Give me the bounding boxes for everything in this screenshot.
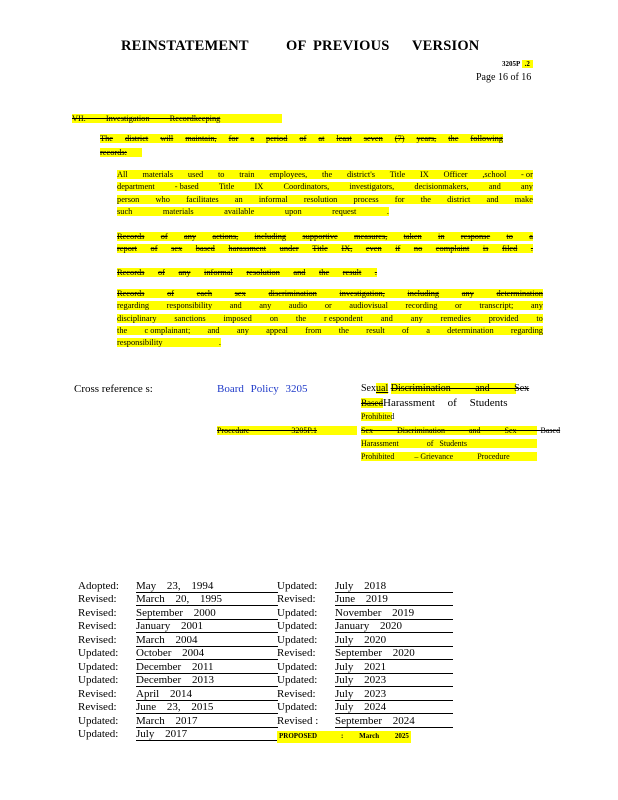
record-line	[117, 326, 543, 335]
title-word-1: REINSTATEMENT	[121, 38, 249, 54]
record-word: of	[150, 244, 158, 254]
policy-title-line-3: Prohibited	[361, 412, 395, 421]
record-word: the	[338, 325, 349, 335]
record-word: result	[366, 325, 385, 335]
record-word: All	[117, 170, 128, 179]
section-heading: VII. Investigation Recordkeeping	[72, 114, 282, 123]
record-word: to	[217, 170, 225, 179]
history-date: July 2017	[136, 728, 278, 741]
record-word: and	[488, 182, 501, 192]
intro-word: years,	[416, 134, 437, 143]
record-word: sanctions	[174, 313, 206, 323]
record-line	[117, 232, 533, 241]
intro-word: (7)	[394, 134, 405, 143]
record-word: resolution	[246, 268, 280, 277]
intro-word: for	[228, 134, 239, 143]
record-word: no	[413, 244, 423, 254]
record-word: regarding	[117, 301, 150, 311]
history-date: July 2023	[335, 674, 453, 687]
intro-word: seven	[363, 134, 383, 143]
policy-title-ual: ual	[376, 383, 389, 394]
history-row	[78, 580, 278, 593]
record-word: district's	[346, 170, 375, 179]
record-line	[117, 182, 533, 191]
record-word: filed	[501, 244, 518, 254]
record-line	[117, 289, 543, 298]
intro-word: at	[318, 134, 325, 143]
record-word: any	[461, 289, 474, 298]
history-date: December 2013	[136, 674, 278, 687]
record-line	[117, 207, 389, 216]
history-date: December 2011	[136, 661, 278, 674]
intro-paragraph	[100, 134, 503, 143]
record-word: c omplainant;	[144, 325, 191, 335]
history-row	[277, 661, 453, 674]
record-word: and	[207, 325, 220, 335]
record-word: IX	[419, 170, 429, 179]
record-line	[117, 244, 533, 253]
doc-code-main: 3205P	[502, 60, 520, 68]
record-word: response	[460, 232, 491, 241]
history-row	[78, 620, 278, 633]
record-word: make	[514, 194, 533, 204]
record-word: taken	[403, 232, 422, 241]
history-date: July 2020	[335, 634, 453, 647]
record-word: the	[420, 194, 431, 204]
history-date: March 2004	[136, 634, 278, 647]
history-date: June 23, 2015	[136, 701, 278, 714]
policy-reference-link[interactable]: Board Policy 3205	[217, 383, 308, 395]
record-word: informal	[258, 194, 288, 204]
title-word-3: PREVIOUS	[313, 38, 390, 54]
record-word: such	[117, 206, 133, 216]
record-word: determination	[447, 325, 494, 335]
history-label: Adopted:	[78, 580, 119, 592]
history-row	[277, 647, 453, 660]
intro-word: will	[160, 134, 174, 143]
record-word: .	[530, 244, 533, 254]
record-word: Coordinators,	[283, 182, 330, 192]
record-word: investigators,	[349, 182, 395, 192]
history-label: Revised:	[78, 701, 117, 714]
record-word: a	[529, 232, 533, 241]
history-label: Revised:	[78, 687, 117, 700]
proposed-label: PROPOSED	[279, 732, 318, 740]
history-row	[78, 688, 278, 701]
intro-word: The	[100, 134, 114, 143]
history-label: Updated:	[277, 633, 318, 646]
history-date: July 2023	[335, 688, 453, 701]
history-row	[277, 634, 453, 647]
record-word: r espondent	[324, 313, 363, 323]
record-word: harassment	[228, 244, 267, 254]
record-word: on	[269, 313, 279, 323]
history-label: Revised:	[277, 593, 316, 606]
history-label: Updated:	[277, 606, 318, 619]
record-word: any	[520, 182, 533, 192]
record-word: sex	[171, 244, 183, 254]
record-word: .	[386, 206, 389, 216]
history-label: Revised:	[277, 647, 316, 660]
record-word: process	[353, 194, 379, 204]
intro-word: of	[299, 134, 307, 143]
history-label: Updated:	[78, 660, 119, 673]
record-word: discrimination	[268, 289, 317, 298]
record-word: Officer	[443, 170, 468, 179]
history-date: September 2020	[335, 647, 453, 660]
record-word: person	[117, 194, 140, 204]
record-word: - or	[521, 170, 533, 179]
history-label: Revised:	[78, 606, 117, 619]
record-word: audio	[288, 301, 308, 311]
record-word: in	[438, 232, 445, 241]
record-word: the	[117, 325, 128, 335]
doc-code	[502, 60, 533, 68]
record-word: any	[236, 325, 249, 335]
record-line	[117, 268, 377, 277]
record-word: recording	[405, 301, 438, 311]
history-row	[78, 647, 278, 660]
doc-code-suffix: .2	[522, 60, 533, 68]
record-word: measures,	[354, 232, 388, 241]
record-word: employees,	[269, 170, 308, 179]
history-row	[277, 701, 453, 714]
record-word: imposed	[223, 313, 252, 323]
record-word: responsibility	[166, 301, 213, 311]
history-row	[78, 674, 278, 687]
record-word: who	[155, 194, 170, 204]
record-word: used	[187, 170, 204, 179]
history-label: Revised:	[78, 633, 117, 646]
history-label: Updated:	[78, 674, 119, 687]
procedure-title-grievance: – Grievance	[414, 452, 454, 461]
record-word: IX	[254, 182, 264, 192]
history-row	[78, 701, 278, 714]
proposed-row	[277, 731, 411, 743]
record-word: provided	[488, 313, 519, 323]
record-word: Records	[117, 268, 145, 277]
history-row	[78, 634, 278, 647]
history-label: Updated:	[277, 580, 318, 592]
history-row	[78, 607, 278, 620]
record-word: upon	[284, 206, 302, 216]
history-label: Revised:	[78, 593, 117, 606]
record-word: any	[178, 268, 191, 277]
record-word: the	[318, 268, 330, 277]
intro-word: maintain,	[185, 134, 217, 143]
record-word: complaint	[435, 244, 470, 254]
procedure-title-prohibited: Prohibited	[361, 452, 395, 461]
procedure-title-harassment: Harassment	[361, 439, 399, 448]
procedure-title-students: of Students	[426, 439, 467, 448]
record-word: Title	[312, 244, 328, 254]
history-row	[78, 728, 278, 741]
record-word: for	[394, 194, 405, 204]
record-word: transcript;	[479, 301, 514, 311]
record-word: and	[380, 313, 393, 323]
record-word: resolution	[303, 194, 338, 204]
record-line	[117, 170, 533, 179]
intro-line-1	[100, 134, 503, 143]
history-row	[277, 580, 453, 593]
record-word: materials	[162, 206, 194, 216]
record-word: ,school	[482, 170, 507, 179]
history-label: Revised :	[277, 714, 319, 727]
record-word: facilitates	[186, 194, 219, 204]
history-label: Revised:	[277, 687, 316, 700]
record-word: remedies	[440, 313, 471, 323]
page-number: Page 16 of 16	[476, 72, 532, 83]
record-word: each	[196, 289, 213, 298]
intro-word: following	[470, 134, 503, 143]
title-word-2: OF	[286, 38, 307, 54]
record-word: including	[254, 232, 287, 241]
policy-title-sex: Sex	[361, 383, 376, 394]
history-date: January 2001	[136, 620, 278, 633]
record-word: regarding	[510, 325, 543, 335]
record-word: of	[167, 289, 175, 298]
intro-word: period	[266, 134, 288, 143]
history-date: September 2000	[136, 607, 278, 620]
history-label: Updated:	[277, 674, 318, 687]
proposed-date: : March 2025	[341, 732, 409, 740]
procedure-title-line-1: Sex Discrimination and Sex Based	[361, 426, 561, 435]
record-word: a	[426, 325, 430, 335]
title-word-4: VERSION	[412, 38, 480, 54]
record-word: .	[374, 268, 377, 277]
history-row	[277, 715, 453, 728]
record-word: of	[157, 268, 165, 277]
history-date: March 2017	[136, 715, 278, 728]
record-word: including	[407, 289, 440, 298]
record-word: to	[536, 313, 543, 323]
record-word: the	[295, 313, 307, 323]
history-label: Updated:	[78, 714, 119, 727]
record-word: district	[447, 194, 471, 204]
record-word: from	[305, 325, 322, 335]
record-word: the	[321, 170, 333, 179]
intro-line-2: records:	[100, 148, 142, 157]
record-word: train	[239, 170, 255, 179]
record-word: .	[218, 338, 221, 348]
record-word: determination	[496, 289, 543, 298]
history-date: May 23, 1994	[136, 580, 278, 593]
record-word: audiovisual	[349, 301, 388, 311]
policy-title-based: Based	[361, 398, 383, 408]
record-line	[117, 301, 543, 310]
policy-title-line-2	[361, 397, 507, 409]
record-word: responsibility	[117, 338, 163, 348]
history-row	[277, 674, 453, 687]
record-word: is	[482, 244, 489, 254]
history-date: April 2014	[136, 688, 278, 701]
policy-title-line-1	[361, 383, 530, 394]
history-date: July 2021	[335, 661, 453, 674]
record-word: even	[365, 244, 382, 254]
record-word: under	[279, 244, 299, 254]
record-word: Title	[218, 182, 235, 192]
history-date: January 2020	[335, 620, 453, 633]
history-label: Revised:	[78, 620, 117, 633]
record-word: based	[195, 244, 215, 254]
history-date: July 2018	[335, 580, 453, 593]
record-word: department	[117, 182, 155, 192]
record-word: actions,	[212, 232, 239, 241]
history-date: June 2019	[335, 593, 453, 606]
history-label: Updated:	[277, 620, 318, 633]
record-word: to	[506, 232, 513, 241]
procedure-title-procedure: Procedure	[477, 452, 510, 461]
record-word: Records	[117, 232, 145, 241]
history-date: October 2004	[136, 647, 278, 660]
procedure-reference: Procedure 3205P.1	[217, 426, 357, 435]
policy-title-discrimination: Discrimination and Sex	[390, 383, 530, 394]
record-word: and	[486, 194, 499, 204]
record-word: any	[410, 313, 423, 323]
history-date: September 2024	[335, 715, 453, 728]
history-row	[78, 715, 278, 728]
record-word: of	[401, 325, 409, 335]
history-row	[277, 593, 453, 606]
record-word: decisionmakers,	[414, 182, 469, 192]
intro-word: district	[125, 134, 149, 143]
history-date: March 20, 1995	[136, 593, 278, 606]
record-word: sex	[234, 289, 246, 298]
record-line	[117, 338, 221, 347]
intro-word: a	[250, 134, 255, 143]
procedure-title-line-2	[361, 439, 537, 448]
record-word: any	[184, 232, 197, 241]
record-word: Title	[389, 170, 406, 179]
record-word: - based	[174, 182, 199, 192]
history-label: Updated:	[78, 647, 119, 660]
cross-reference-label: Cross reference s:	[74, 383, 153, 395]
record-word: result	[342, 268, 362, 277]
record-word: request	[332, 206, 357, 216]
record-line	[117, 314, 543, 323]
record-word: any	[530, 301, 543, 311]
record-word: an	[234, 194, 243, 204]
record-word: and	[229, 301, 242, 311]
history-date: July 2024	[335, 701, 453, 714]
history-label: Updated:	[78, 727, 119, 740]
record-word: available	[224, 206, 255, 216]
record-word: materials	[142, 170, 174, 179]
history-label: Updated:	[277, 660, 318, 673]
record-word: investigation,	[339, 289, 385, 298]
record-word: or	[324, 301, 332, 311]
record-word: if	[395, 244, 401, 254]
record-word: supportive	[302, 232, 338, 241]
history-label: Updated:	[277, 701, 318, 714]
procedure-title-line-3	[361, 452, 537, 461]
record-word: IX,	[341, 244, 353, 254]
history-row	[277, 688, 453, 701]
record-word: Records	[117, 289, 145, 298]
history-row	[78, 593, 278, 606]
history-row	[277, 607, 453, 620]
record-word: report	[117, 244, 137, 254]
record-word: informal	[204, 268, 233, 277]
record-line	[117, 195, 533, 204]
record-word: disciplinary	[117, 313, 157, 323]
intro-word: the	[448, 134, 459, 143]
history-date: November 2019	[335, 607, 453, 620]
record-word: of	[160, 232, 168, 241]
history-row	[277, 620, 453, 633]
history-row	[78, 661, 278, 674]
record-word: and	[293, 268, 306, 277]
policy-title-harassment: Harassment of Students	[383, 397, 508, 409]
record-word: any	[259, 301, 272, 311]
record-word: or	[454, 301, 462, 311]
record-word: appeal	[266, 325, 288, 335]
intro-word: least	[336, 134, 352, 143]
